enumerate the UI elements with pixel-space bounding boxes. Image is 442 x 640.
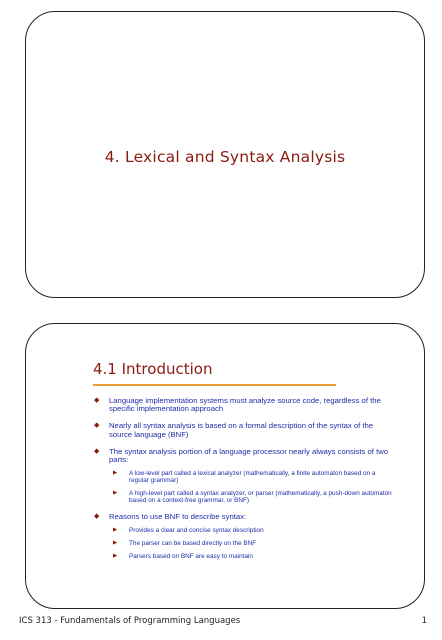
sub-bullet-item <box>109 470 393 484</box>
slide-title: 4. Lexical and Syntax Analysis <box>104 148 346 166</box>
diamond-bullet-icon: ◆ <box>94 513 100 521</box>
sub-bullet-item <box>109 540 393 547</box>
page-footer <box>19 616 427 626</box>
bullet-text: The syntax analysis portion of a language processor nearly always consists of two parts: <box>109 446 389 465</box>
triangle-bullet-icon: ▶ <box>113 470 118 477</box>
title-underline <box>93 384 336 386</box>
sub-bullet-item <box>109 553 393 560</box>
triangle-bullet-icon: ▶ <box>113 527 118 534</box>
bullet-item <box>93 397 393 413</box>
slide-2 <box>25 323 425 609</box>
bullet-item <box>93 448 393 504</box>
slide-1 <box>25 11 425 298</box>
sub-bullet-list <box>109 470 393 504</box>
page-number: 1 <box>421 616 427 626</box>
diamond-bullet-icon: ◆ <box>94 447 100 455</box>
diamond-bullet-icon: ◆ <box>94 422 100 430</box>
sub-bullet-text: Provides a clear and concise syntax description <box>129 527 264 535</box>
bullet-text: Reasons to use BNF to describe syntax: <box>109 512 247 522</box>
sub-bullet-text: A high-level part called a syntax analyzer, or parser (mathematically, a push-down automaton based on a context-free grammar, or BNF) <box>129 490 392 505</box>
bullet-text: Language implementation systems must analyze source code, regardless of the specific implementation approach <box>109 396 381 414</box>
sub-bullet-item <box>109 527 393 534</box>
sub-bullet-text: A low-level part called a lexical analyzer (mathematically, a finite automaton based on a regular grammar) <box>129 470 376 485</box>
course-name: ICS 313 - Fundamentals of Programming Languages <box>19 616 241 626</box>
bullet-item <box>93 422 393 438</box>
bullet-list <box>93 397 393 569</box>
triangle-bullet-icon: ▶ <box>113 553 118 560</box>
triangle-bullet-icon: ▶ <box>113 540 118 547</box>
sub-bullet-text: The parser can be based directly on the BNF <box>129 540 257 548</box>
bullet-text: Nearly all syntax analysis is based on a formal description of the syntax of the source language (BNF) <box>109 421 374 439</box>
section-title: 4.1 Introduction <box>93 360 213 378</box>
bullet-item <box>93 513 393 560</box>
sub-bullet-item <box>109 490 393 504</box>
triangle-bullet-icon: ▶ <box>113 490 118 497</box>
sub-bullet-text: Parsers based on BNF are easy to maintain <box>129 553 253 561</box>
sub-bullet-list <box>109 527 393 560</box>
diamond-bullet-icon: ◆ <box>94 397 100 404</box>
